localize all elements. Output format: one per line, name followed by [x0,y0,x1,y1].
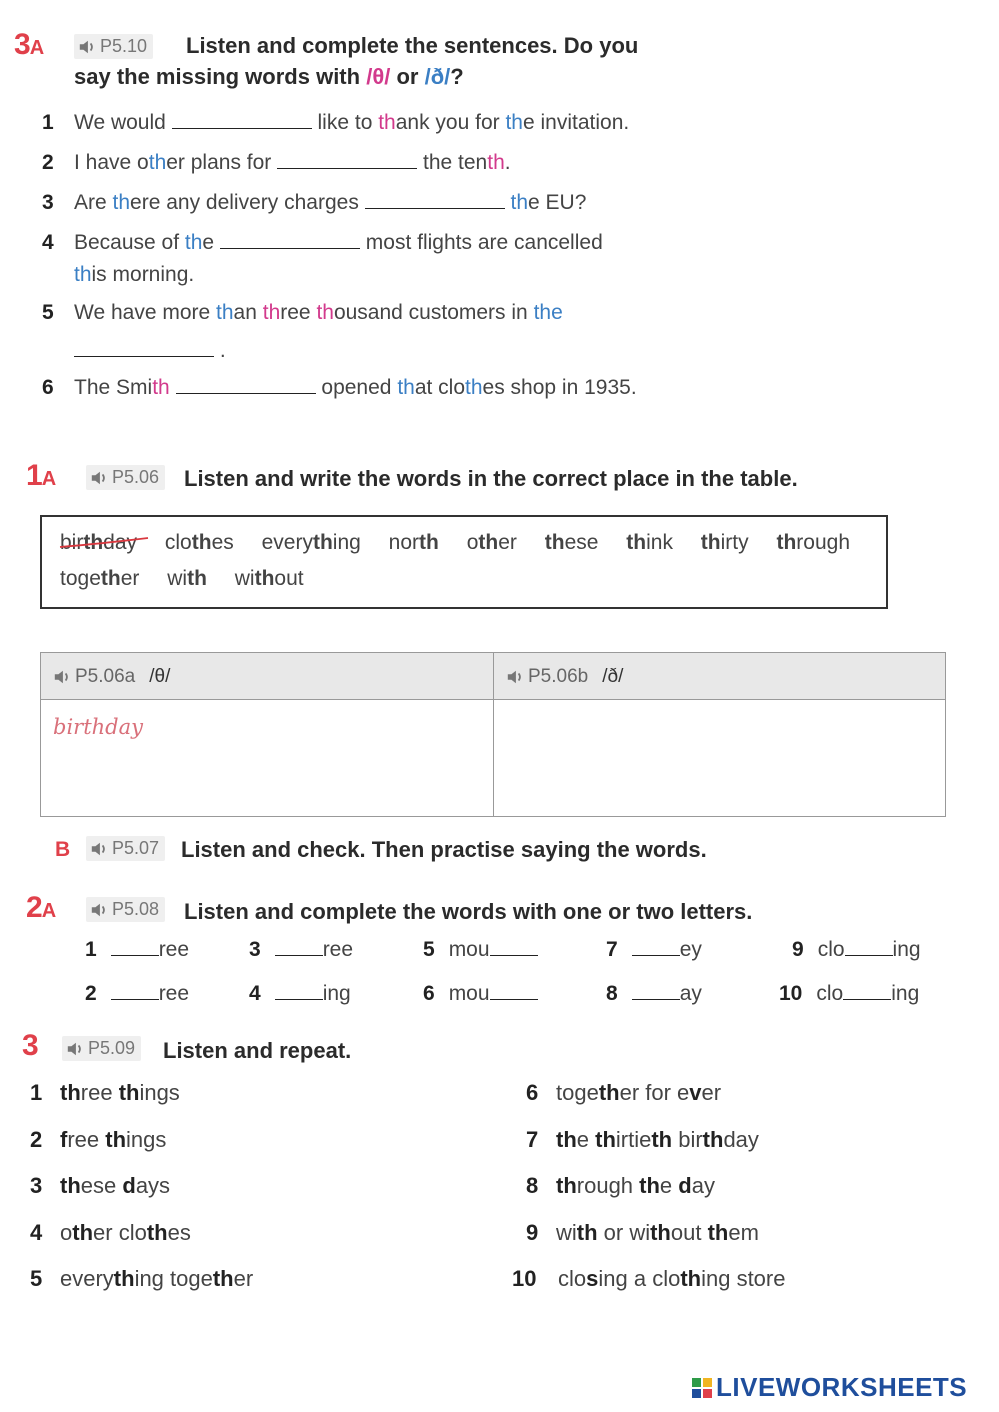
speaker-icon [66,1040,84,1058]
repeat-item-1: 1 three things [30,1080,180,1105]
answer-blank[interactable] [277,150,417,169]
handwritten-example: birthday [53,715,143,739]
letter-blank[interactable] [490,983,538,1000]
repeat-item-4: 4 other clothes [30,1219,191,1245]
instruction-2a: Listen and complete the words with one or two letters. [184,899,753,924]
table-header-eth [494,653,945,700]
instruction-3a-line2: say the missing words with /θ/ or /ð/? [74,64,464,89]
repeat-item-8: 8 through the day [526,1173,715,1198]
word-think[interactable]: think [626,531,673,554]
audio-button-p510[interactable] [74,34,153,59]
word-through[interactable]: through [776,531,851,554]
audio-label: P5.06 [112,467,160,487]
audio-button-p509[interactable] [62,1036,141,1061]
word-box-line-2 [60,567,304,591]
letter-blank[interactable] [490,939,538,956]
word-thirty[interactable]: thirty [700,531,749,554]
word-box [40,515,888,609]
phoneme-symbol: /ð/ [602,666,624,687]
sentence-item-5: 5 We have more than three thousand customers in the [42,301,563,324]
strikethrough-mark [58,535,150,555]
word-item-4: 4 ing [249,982,351,1005]
audio-label: P5.10 [100,36,148,56]
repeat-item-10: 10 closing a clothing store [512,1266,786,1291]
word-other[interactable]: other [466,531,517,554]
answer-blank[interactable] [176,375,316,394]
audio-label: P5.08 [112,899,160,919]
answer-blank[interactable] [365,190,505,209]
exercise-letter-1b: B [55,838,70,861]
audio-button-p506[interactable] [86,465,165,490]
word-without[interactable]: without [234,567,304,590]
word-item-1: 1 ree [85,938,190,961]
logo-icon [692,1378,712,1398]
repeat-item-6: 6 together for ever [526,1080,722,1105]
word-these[interactable]: these [544,531,599,554]
audio-label: P5.06b [528,666,589,687]
sentence-item-5-cont: . [74,338,226,363]
audio-label: P5.09 [88,1038,136,1058]
word-item-7: 7 ey [606,938,702,961]
word-clothes[interactable]: clothes [164,531,234,554]
word-box-line-1 [60,531,850,555]
repeat-item-9: 9 with or without them [526,1219,759,1245]
instruction-3a-line1: Listen and complete the sentences. Do you [186,33,639,58]
word-item-5: 5 mou [423,938,538,962]
word-item-8: 8 ay [606,982,702,1005]
letter-blank[interactable] [845,939,893,956]
word-everything[interactable]: everything [261,531,361,554]
word-item-3: 3 ree [249,938,354,961]
audio-label: P5.06a [75,666,136,687]
letter-blank[interactable] [111,983,159,1000]
audio-label: P5.07 [112,838,160,858]
sentence-item-4: 4 Because of the most flights are cancelled [42,231,603,254]
letter-blank[interactable] [632,983,680,1000]
sound-table [40,652,946,817]
letter-blank[interactable] [111,939,159,956]
answer-blank[interactable] [220,230,360,249]
speaker-icon[interactable] [506,668,524,686]
repeat-item-3: 3 these days [30,1173,171,1198]
word-together[interactable]: together [60,567,140,590]
instruction-3: Listen and repeat. [163,1038,352,1063]
audio-button-p507[interactable] [86,836,165,861]
speaker-icon [90,901,108,919]
audio-button-p508[interactable] [86,897,165,922]
exercise-number-3: 3 [22,1029,38,1062]
letter-blank[interactable] [275,939,323,956]
exercise-number-3a: 3A [14,28,44,61]
phoneme-symbol: /θ/ [149,666,171,687]
instruction-1b: Listen and check. Then practise saying the words. [181,837,707,862]
word-north[interactable]: north [388,531,439,554]
speaker-icon [90,840,108,858]
word-item-2: 2 ree [85,982,190,1005]
word-item-9: 9 clo ing [792,938,921,961]
eth-answer-area[interactable] [495,700,945,816]
repeat-item-2: 2 free things [30,1126,167,1152]
word-birthday[interactable]: birthday [60,531,145,554]
sentence-item-6: 6 The Smith opened that clothes shop in 1935. [42,376,637,399]
word-item-6: 6 mou [423,982,538,1006]
instruction-1a: Listen and write the words in the correct place in the table. [184,466,798,491]
word-item-10: 10 clo ing [779,982,920,1005]
answer-blank[interactable] [172,110,312,129]
letter-blank[interactable] [632,939,680,956]
word-with[interactable]: with [167,567,207,590]
exercise-number-2a: 2A [26,891,56,924]
sentence-item-2: 2 I have other plans for the tenth. [42,151,511,174]
sentence-item-1: 1 We would like to thank you for the invitation. [42,111,630,134]
repeat-item-5: 5 everything together [30,1266,254,1291]
repeat-item-7: 7 the thirtieth birthday [526,1126,759,1152]
exercise-number-1a: 1A [26,459,56,492]
answer-blank[interactable] [74,338,214,357]
speaker-icon [78,38,96,56]
table-header-theta [41,653,494,700]
theta-answer-area[interactable] [41,700,492,816]
letter-blank[interactable] [275,983,323,1000]
speaker-icon [90,469,108,487]
sentence-item-3: 3 Are there any delivery charges the EU? [42,191,587,214]
sentence-item-4-cont: this morning. [74,263,195,286]
speaker-icon[interactable] [53,668,71,686]
liveworksheets-logo: LIVEWORKSHEETS [692,1372,967,1403]
letter-blank[interactable] [843,983,891,1000]
